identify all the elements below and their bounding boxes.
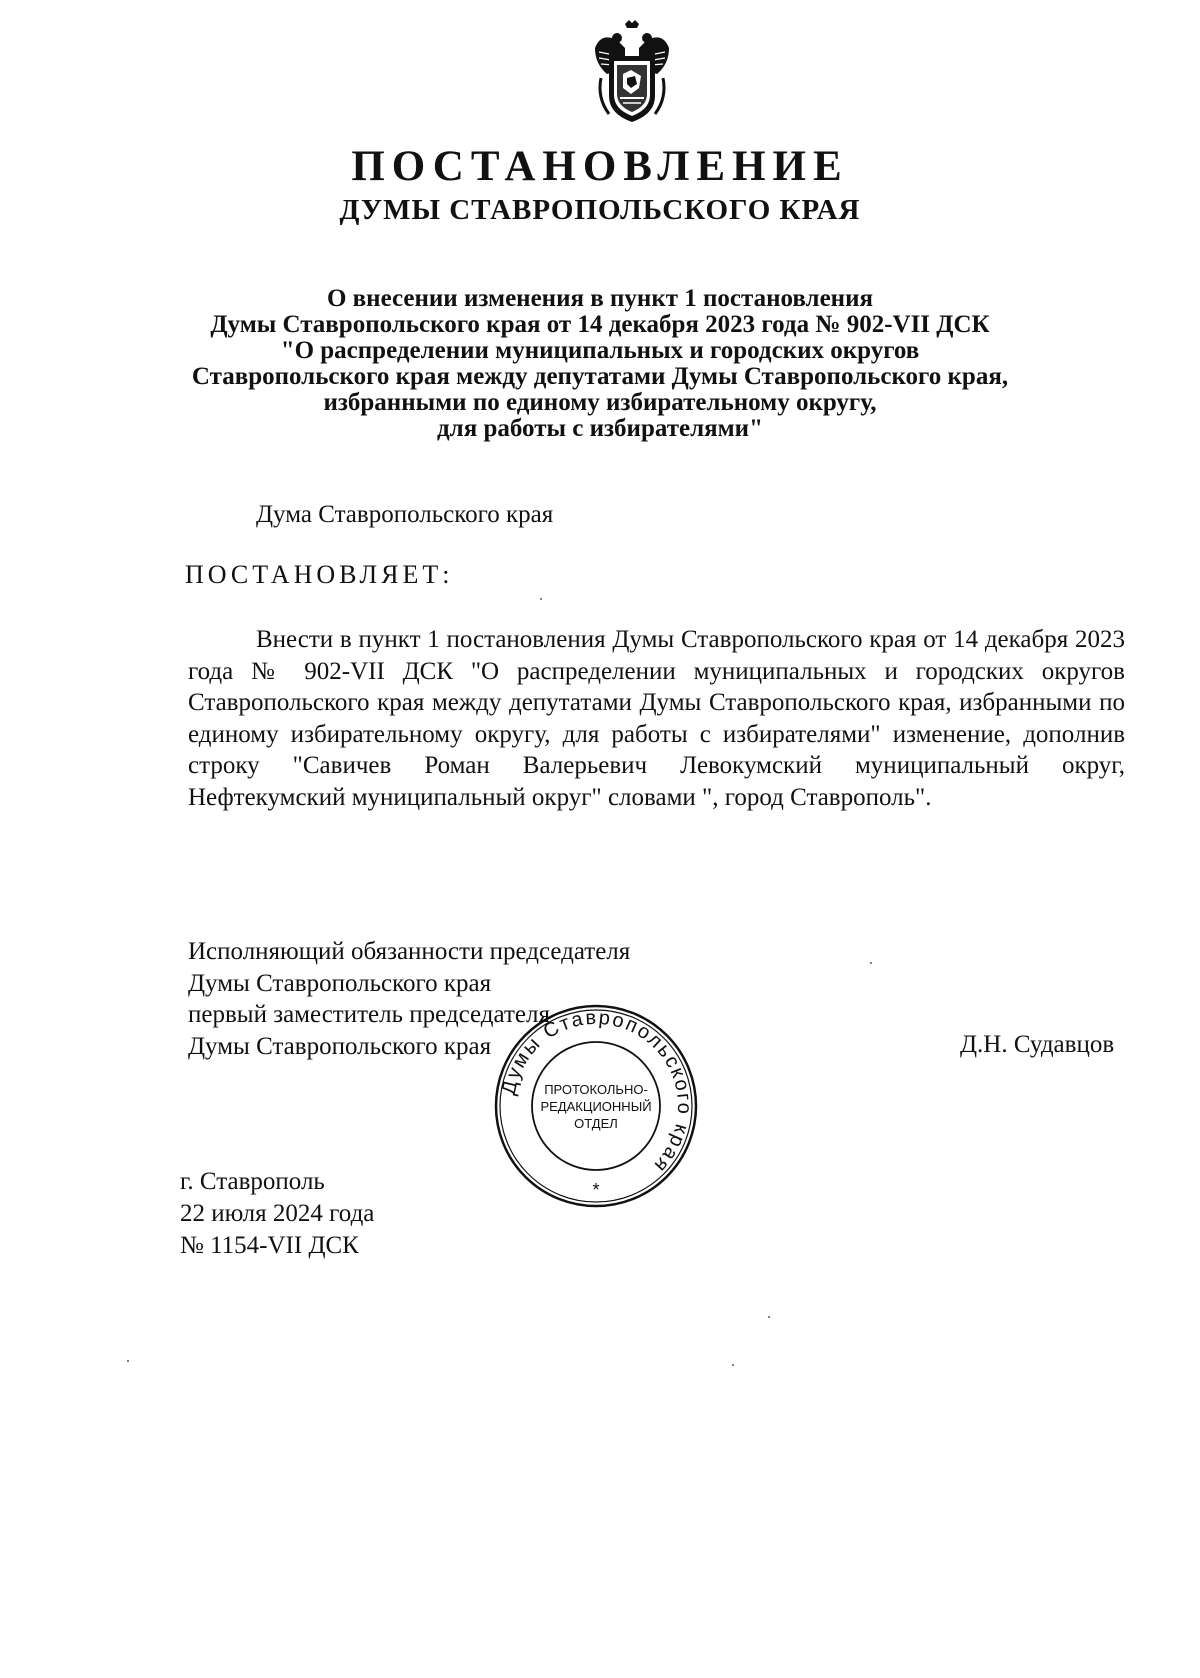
scan-speck: [540, 598, 542, 600]
resolution-heading: [180, 286, 1020, 442]
signatory-line: Исполняющий обязанности председателя: [188, 938, 631, 965]
coat-of-arms-emblem: [587, 18, 677, 126]
issue-date: 22 июля 2024 года: [180, 1200, 375, 1227]
heading-line: О внесении изменения в пункт 1 постановления: [326, 285, 873, 312]
scan-speck: [768, 1316, 770, 1318]
signatory-name: Д.Н. Судавцов: [960, 1031, 1115, 1058]
heading-line: для работы с избирателями": [437, 415, 763, 442]
signatory-line: первый заместитель председателя: [188, 1001, 550, 1028]
document-title: ПОСТАНОВЛЕНИЕ: [351, 143, 849, 190]
document-number: № 1154-VII ДСК: [180, 1232, 359, 1259]
signatory-line: Думы Ставропольского края: [188, 1032, 492, 1060]
resolves-label: ПОСТАНОВЛЯЕТ:: [185, 560, 454, 589]
heading-line: "О распределении муниципальных и городских округов: [280, 337, 920, 364]
resolution-body: Внести в пункт 1 постановления Думы Ставропольского края от 14 декабря 2023 года № 902-VII ДСК "О распределении муниципальных и городских округов Ставропольского края между депутатами Думы Ставропольского края, избранными по единому избирательному округу, для работы с избирателями" изменение, дополнив строку "Савичев Роман Валерьевич Левокумский муниципальный округ, Нефтекумский муниципальный округ" словами ", город Ставрополь".: [188, 626, 1125, 811]
stamp-star: *: [592, 1180, 600, 1200]
heading-line: избранными по единому избирательному округу,: [323, 389, 877, 416]
official-stamp: [490, 1000, 702, 1212]
intro-text: Дума Ставропольского края: [256, 501, 554, 528]
document-footer: [180, 1166, 374, 1262]
stamp-inner-line: ОТДЕЛ: [574, 1116, 618, 1131]
heading-line: Ставропольского края между депутатами Думы Ставропольского края,: [191, 363, 1009, 390]
signatory-line: Думы Ставропольского края: [188, 969, 492, 997]
scan-speck: [870, 962, 872, 964]
stamp-ring-text: Думы Ставропольского края: [497, 1006, 696, 1178]
document-issuer: ДУМЫ СТАВРОПОЛЬСКОГО КРАЯ: [339, 194, 861, 226]
heading-line: Думы Ставропольского края от 14 декабря 2023 года № 902-VII ДСК: [210, 311, 990, 338]
scan-speck: [127, 1360, 129, 1362]
scan-speck: [732, 1364, 734, 1366]
stamp-inner-line: ПРОТОКОЛЬНО-: [544, 1082, 648, 1097]
issue-city: г. Ставрополь: [180, 1168, 325, 1195]
stamp-inner-line: РЕДАКЦИОННЫЙ: [540, 1099, 652, 1114]
